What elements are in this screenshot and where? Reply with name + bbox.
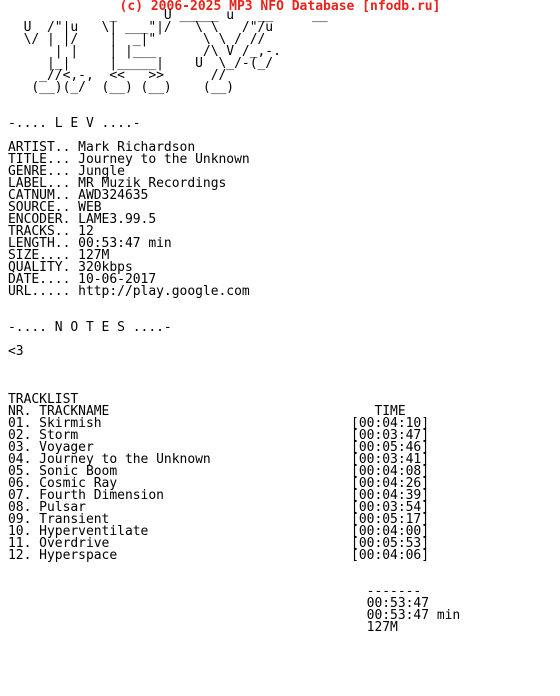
site-header-title: (c) 2006-2025 MP3 NFO Database [nfodb.ru] [119, 0, 441, 14]
nfo-text: _ U _____ u __ __ U /"|u \| ___"|/ \ \ /"/u \/ | |/ | _|" \ \ / // | | | |___ /\ V /_,-. |_| |_____| U \_/-(_/ _//<,-, << >> // (__)(_/ (__) (__) (__) -.... L E V ....- ARTIST.. Mark Richardson TITLE... Journey to the Unknown GENRE... Jungle LABEL... MR Muzik Recordings CATNUM.. AWD324635 SOURCE.. WEB ENCODER. LAME3.99.5 TRACKS.. 12 LENGTH.. 00:53:47 min SIZE.... 127M QUALITY. 320kbps DATE.... 10-06-2017 URL..... http://play.google.com -.... N O T E S ....- <3 TRACKLIST NR. TRACKNAME TIME 01. Skirmish [00:04:10] 02. Storm [00:03:47] 03. Voyager [00:05:46] 04. Journey to the Unknown [00:03:41] 05. Sonic Boom [00:04:08] 06. Cosmic Ray [00:04:26] 07. Fourth Dimension [00:04:39] 08. Pulsar [00:03:54] 09. Transient [00:05:17] 10. Hyperventilate [00:04:00] 11. Overdrive [00:05:53] 12. Hyperspace [00:04:06] ------- 00:53:47 00:53:47 min 127M [8, 8, 461, 635]
